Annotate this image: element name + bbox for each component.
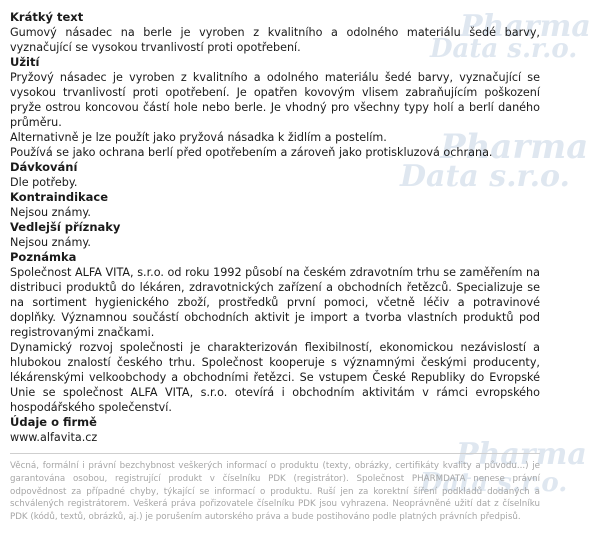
section-body-poznamka-2: Dynamický rozvoj společnosti je charakterizován flexibilností, ekonomickou nezávislostí a hlubokou znalostí českého trhu. Společnost kooperuje s významnými českými producenty, lékárenskými velkoobchody a obchodními řetězci. Se vstupem České Republiky do Evropské Unie se společnost ALFA VITA, s.r.o. otevírá i obchodním aktivitám v rámci evropského hospodářského společenství. bbox=[10, 341, 540, 414]
watermark-pharma: Pharma bbox=[456, 437, 587, 472]
watermark-pharma: Pharma bbox=[440, 127, 589, 167]
section-title-davkovani: Dávkování bbox=[10, 160, 78, 174]
section-title-vedlejsi-priznaky: Vedlejší příznaky bbox=[10, 220, 121, 234]
watermark-pharma: Pharma bbox=[460, 9, 591, 44]
section-title-uziti: Užití bbox=[10, 55, 40, 69]
section-title-poznamka: Poznámka bbox=[10, 250, 77, 264]
watermark-data: Data s.r.o. bbox=[400, 159, 570, 194]
legal-disclaimer: Věcná, formální i právní bezchybnost veškerých informací o produktu (texty, obrázky, certifikáty kvality a původu...) je garantována osobou, registrující produkt v číselníku PDK (registrátor). Společnost PHARMDATA nenese právní odpovědnost za případné chyby, týkající se informací o produktu. Ruší jen za korektní šíření podkladů dodaných a schválených registrátorem. Veškerá práva pořizovatele číselníku PDK jsou vyhrazena. Neoprávněné užití dat z číselníku PDK (kódů, textů, obrázků, aj.) je porušením autorského práva a bude postihováno podle platných právních předpisů. bbox=[10, 453, 540, 524]
section-body-davkovani: Dle potřeby. bbox=[10, 176, 78, 189]
watermark-data: Data s.r.o. bbox=[420, 468, 568, 498]
section-body-kontraindikace: Nejsou známy. bbox=[10, 206, 91, 219]
section-body-vedlejsi-priznaky: Nejsou známy. bbox=[10, 236, 91, 249]
company-website-link[interactable]: www.alfavita.cz bbox=[10, 431, 98, 444]
section-title-kratky-text: Krátký text bbox=[10, 10, 84, 24]
section-body-uziti-3: Používá se jako ochrana berlí před opotřebením a zároveň jako protiskluzová ochrana. bbox=[10, 146, 493, 159]
section-body-kratky-text: Gumový násadec na berle je vyroben z kvalitního a odolného materiálu šedé barvy, vyznačující se vysokou trvanlivostí proti opotřebení. bbox=[10, 26, 540, 54]
section-body-uziti-2: Alternativně je lze použít jako pryžová násadka k židlím a postelím. bbox=[10, 131, 387, 144]
section-title-kontraindikace: Kontraindikace bbox=[10, 190, 109, 204]
section-title-udaje-o-firme: Údaje o firmě bbox=[10, 415, 97, 429]
section-body-poznamka-1: Společnost ALFA VITA, s.r.o. od roku 1992 působí na českém zdravotním trhu se zaměřením na distribuci produktů do lékáren, zdravotnických zařízení a obchodních řetězců. Specializuje se na sortiment hygienického zboží, prostředků první pomoci, včetně léčiv a potravinové doplňky. Významnou součástí obchodních aktivit je import a tvorba vlastních produktů pod registrovanými značkami. bbox=[10, 266, 540, 339]
watermark-data: Data s.r.o. bbox=[430, 34, 578, 64]
section-body-uziti-1: Pryžový násadec je vyroben z kvalitního a odolného materiálu šedé barvy, vyznačující se vysokou trvanlivostí proti opotřebení. Je opatřen kovovým vlisem zabraňujícím poškození pryže ostrou koncovou částí hole nebo berle. Je vhodný pro všechny typy holí a berlí daného průměru. bbox=[10, 71, 540, 129]
